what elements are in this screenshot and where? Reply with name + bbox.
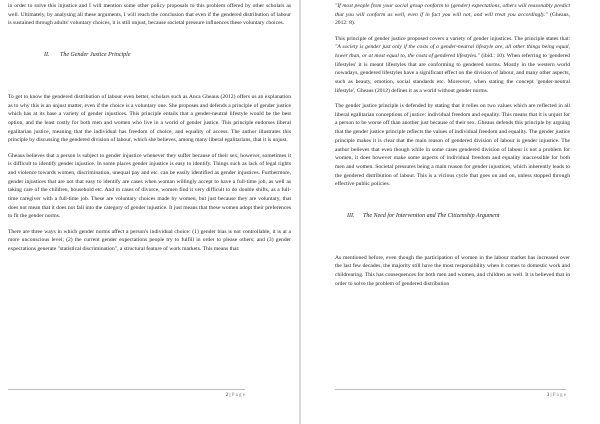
paragraph: The gender justice principle is defended by stating that it relies on two values which are reflected in all liberal egalitarian conceptions of justice: individual freedom and equality. This means that it is unjust for a person to be worse off than another just because of their sex. Gheaus defends this principle by arguing that the gender justice principle reflects the values of individual freedom and equality. The gender justice principle makes it is clear that the main reason of gendered division of labour is gender injustice. The author believes that even though while in some cases gendered division of labour is not a problem for women, it does however make some aspects of individual freedom and equality inaccessible for both men and women. Societal pressures being a main reason for gender injustices, which inherently leads to the gendered distribution of labour. This is a vicious cycle that goes on and on, unless stopped through effective public policies. <box>335 103 571 188</box>
page-footer <box>226 393 245 398</box>
page-right-content <box>335 2 570 295</box>
page-left <box>0 0 299 424</box>
paragraph: Gheaus believes that a person is subject to gender injustice whenever they suffer because of their sex, however, sometimes it is difficult to identify gender injustice. In some places gender injustice is easy to identify. Things such as lack of legal rights and violence towards women, discrimination, unequal pay and etc. can be easily identified as gender injustices. Furthermore, gender injustices that are not that easy to identify are cases when woman willingly accept to have a full-time job, as well as taking care of the children, household etc. And in cases of divorce, women find it very difficult to do double shifts, as a full-time caregiver with a full-time job. These are voluntary choices made by women, but just because they are voluntary, that does not mean that it does not fall into the category of gender injustice. It just means that these women adopt their preferences to fit the gender norms. <box>8 152 291 220</box>
page-left-content <box>8 2 291 260</box>
page-footer <box>547 393 566 398</box>
page-number: 3 <box>546 393 550 398</box>
paragraph: To get to know the gendered distribution of labour even better, scholars such as Anca Gheaus (2012) offers us an explanation as to why this is an unjust matter, even if the choice is a voluntary one. She proposes and defends a principle of gender justice which has at its base a variety of gender injustices. This principle entails that a gender-neutral lifestyle would be the best option, and the least costly for both men and women who live in a world of gender justice. This principle endorses liberal egalitarian justice, meaning that the individual has freedom of choice, and equality of access. The author illustrates this principle by discussing the gendered division of labour, which she believes, among many liberal egalitarians, that it is unjust. <box>8 93 291 144</box>
paragraph-text: (ibid.: 10). When referring to 'gendered lifestyles' it is meant lifestyles that are conforming to gendered norms. Mostly in the western world nowadays, gendered lifestyles have a significant effect on the division of labour, and many other aspects, such as beauty, emotion, social standards etc. Moreover, when stating the concept 'gender-neutral lifestyle', Gheaus (2012) defines it as a world without gender norms. <box>335 53 570 94</box>
section-heading <box>44 51 291 60</box>
paragraph: As mentioned before, even though the participation of women in the labour market has increased over the last few decades, the majority still have the most responsibility when it comes to domestic work and childrearing. This has consequences for both men and women, and children as well. It is believed that in order to solve the problem of gendered distribution <box>335 254 570 287</box>
citation: (Gheaus, 2012: 8). <box>335 11 570 27</box>
footer-divider <box>8 389 245 390</box>
section-number: II. <box>44 52 50 59</box>
page-number: 2 <box>225 393 229 398</box>
page-label: P a g e <box>552 393 566 398</box>
paragraph: There are three ways in which gender norms affect a person's individual choice: (1) gender bias is not controllable, it is at a more unconscious level; (2) the current gender expectations people try to fulfill in order to please others; and (3) gender expectations generate "statistical discrimination", a structural feature of work markets. This means that: <box>8 228 291 253</box>
inline-quote: "A society is gender just only if the costs of a gender-neutral lifestyle are, all other things being equal, lower than, or at most equal to, the costs of gendered lifestyles." <box>335 44 570 60</box>
section-number: III. <box>347 213 355 220</box>
page-right <box>301 0 600 424</box>
page-label: P a g e <box>231 393 245 398</box>
footer-separator: | <box>228 393 232 398</box>
paragraph: in order to solve this injustice and I will mention some other policy proposals to this problem offered by other scholars as well. Ultimately, by analysing all these arguments, I will reach the conclusion that even if the gendered distribution of labour is sustained through adults' voluntary choices, it is still unjust, because societal pressure influences these voluntary choices. <box>8 3 291 27</box>
section-title: The Gender Justice Principle <box>60 52 131 59</box>
footer-divider <box>335 389 566 390</box>
paragraph <box>335 35 570 96</box>
section-title: The Need for Intervention and The Citizenship Argument <box>363 213 500 220</box>
section-heading <box>347 212 570 221</box>
quote-paragraph <box>335 2 570 28</box>
block-quote: "If most people from your social group conform to (gender) expectations, others will reasonably predict that you will conform as well, even if in fact you will not, and will treat you accordingly." <box>335 3 570 18</box>
paragraph-text: This principle of gender justice proposed covers a variety of gender injustices. The principle states that: <box>335 35 570 42</box>
footer-separator: | <box>549 393 553 398</box>
